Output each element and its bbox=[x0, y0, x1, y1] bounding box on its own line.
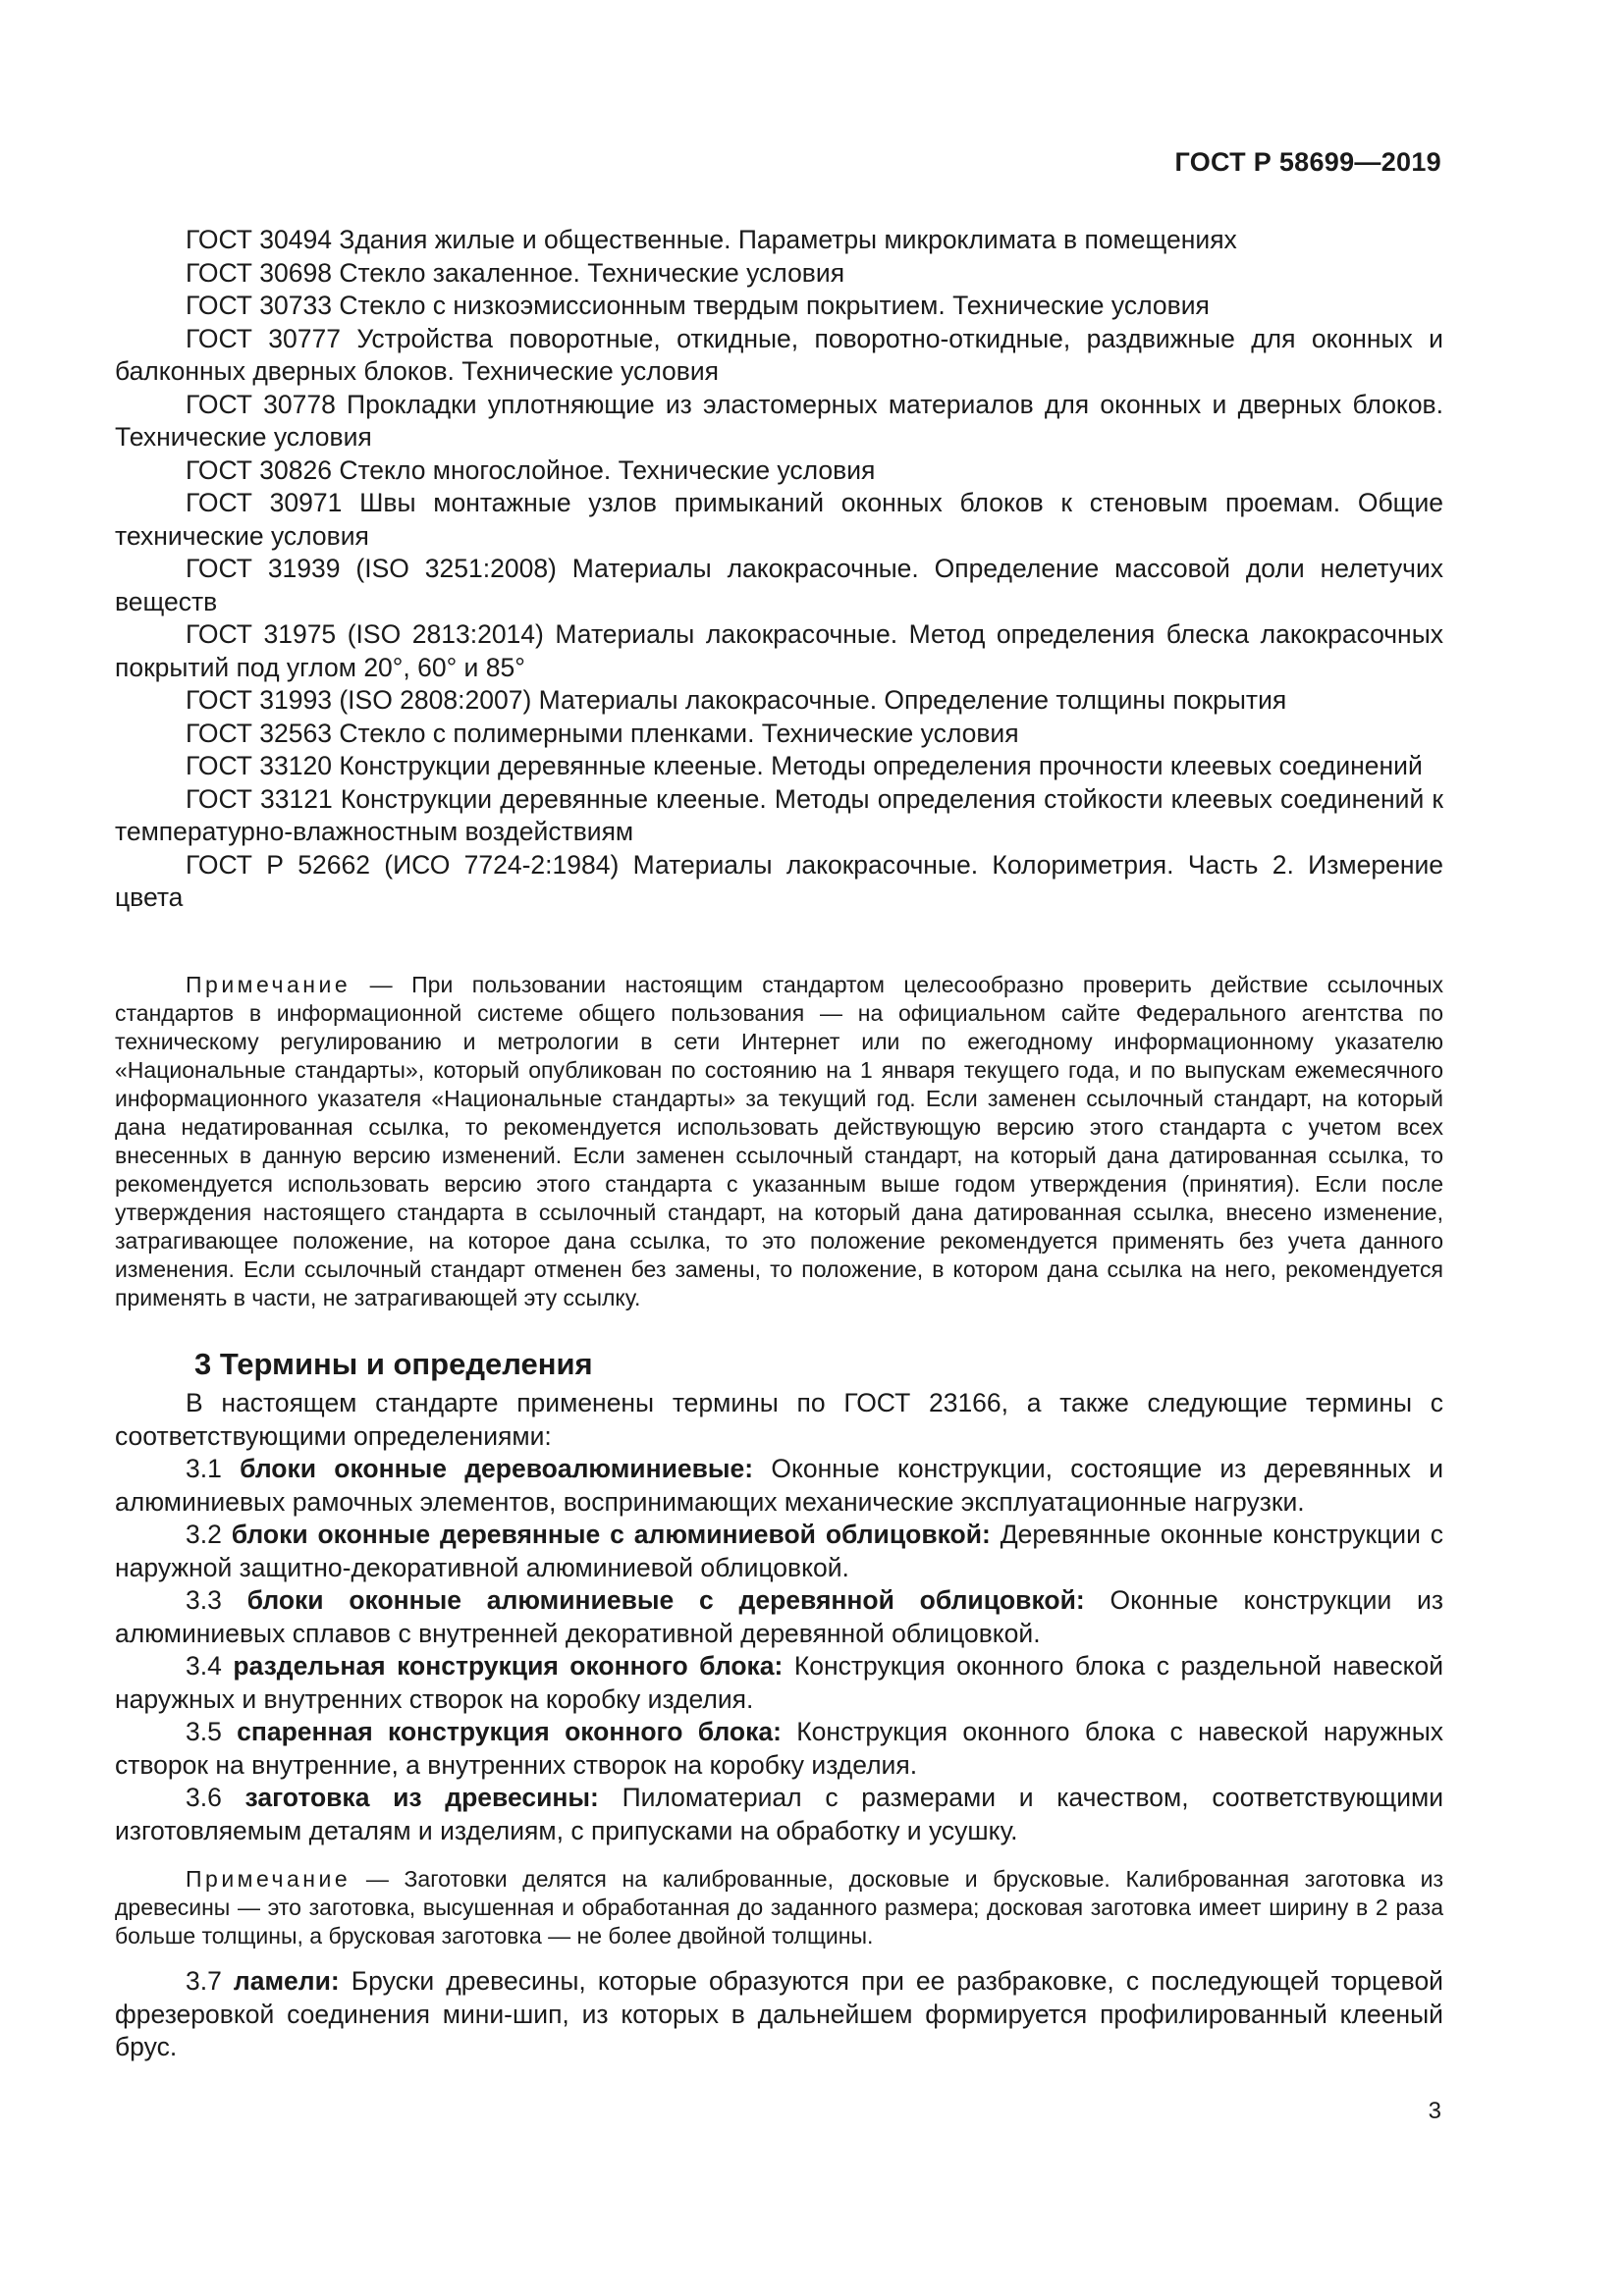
term-item: 3.1 блоки оконные деревоалюминиевые: Оконные конструкции, состоящие из деревянных и алюминиевых рамочных элементов, воспринимающих механические эксплуатационные нагрузки. bbox=[115, 1454, 1443, 1517]
note-label: Примечание bbox=[186, 972, 352, 997]
reference-item: ГОСТ 30733 Стекло с низкоэмиссионным твердым покрытием. Технические условия bbox=[186, 291, 1210, 320]
reference-item: ГОСТ 33121 Конструкции деревянные клееные. Методы определения стойкости клеевых соединений к температурно-влажностным воздействиям bbox=[115, 783, 1443, 846]
reference-item: ГОСТ 31939 (ISO 3251:2008) Материалы лакокрасочные. Определение массовой доли нелетучих веществ bbox=[115, 554, 1443, 616]
terms-list-continued bbox=[115, 1965, 1443, 2064]
note-label: Примечание bbox=[186, 1866, 352, 1892]
reference-item: ГОСТ Р 52662 (ИСО 7724-2:1984) Материалы лакокрасочные. Колориметрия. Часть 2. Измерение цвета bbox=[115, 849, 1443, 912]
reference-item: ГОСТ 30698 Стекло закаленное. Технические условия bbox=[186, 257, 845, 288]
normative-references-list bbox=[115, 224, 1443, 915]
term-name: блоки оконные деревоалюминиевые: bbox=[240, 1454, 754, 1483]
section-title: 3 Термины и определения bbox=[194, 1347, 593, 1381]
terms-intro: В настоящем стандарте применены термины по ГОСТ 23166, а также следующие термины с соответствующими определениями: bbox=[115, 1388, 1443, 1451]
term-item: 3.5 спаренная конструкция оконного блока: Конструкция оконного блока с навеской наружных створок на внутренние, а внутренних створок на коробку изделия. bbox=[115, 1717, 1443, 1780]
term-item: 3.2 блоки оконные деревянные с алюминиевой облицовкой: Деревянные оконные конструкции с наружной защитно-декоративной алюминиевой облицовкой. bbox=[115, 1520, 1444, 1582]
term-name: блоки оконные алюминиевые с деревянной облицовкой: bbox=[246, 1585, 1085, 1615]
term-name: заготовка из древесины: bbox=[244, 1783, 599, 1812]
term-name: блоки оконные деревянные с алюминиевой облицовкой: bbox=[231, 1520, 991, 1549]
term-definition: Оконные конструкции из алюминиевых сплавов с внутренней декоративной деревянной облицовкой. bbox=[115, 1585, 1444, 1648]
reference-item: ГОСТ 31975 (ISO 2813:2014) Материалы лакокрасочные. Метод определения блеска лакокрасочных покрытий под углом 20°, 60° и 85° bbox=[115, 619, 1443, 682]
reference-item: ГОСТ 30777 Устройства поворотные, откидные, поворотно-откидные, раздвижные для оконных и балконных дверных блоков. Технические условия bbox=[115, 323, 1443, 386]
term-definition: Пиломатериал с размерами и качеством, соответствующими изготовляемым деталям и изделиям, с припусками на обработку и усушку. bbox=[115, 1783, 1444, 1845]
term-item: 3.3 блоки оконные алюминиевые с деревянной облицовкой: Оконные конструкции из алюминиевых сплавов с внутренней декоративной деревянной облицовкой. bbox=[115, 1585, 1444, 1648]
references-note bbox=[115, 971, 1443, 1312]
term-name: раздельная конструкция оконного блока: bbox=[233, 1651, 784, 1681]
reference-item: ГОСТ 31993 (ISO 2808:2007) Материалы лакокрасочные. Определение толщины покрытия bbox=[186, 685, 1287, 715]
page-number: 3 bbox=[1428, 2098, 1441, 2124]
reference-item: ГОСТ 32563 Стекло с полимерными пленками. Технические условия bbox=[186, 718, 1019, 748]
term-definition: Оконные конструкции, состоящие из деревянных и алюминиевых рамочных элементов, воспринимающих механические эксплуатационные нагрузки. bbox=[115, 1454, 1443, 1517]
term-name: ламели: bbox=[233, 1966, 340, 1996]
term-item: 3.4 раздельная конструкция оконного блока: Конструкция оконного блока с раздельной навеской наружных и внутренних створок на коробку изделия. bbox=[115, 1651, 1444, 1714]
note-text: — При пользовании настоящим стандартом целесообразно проверить действие ссылочных стандартов в информационной системе общего пользования — на официальном сайте Федерального агентства по техническому регулированию и метрологии в сети Интернет или по ежегодному информационному указателю «Национальные стандарты», который опубликован по состоянию на 1 января текущего года, и по выпускам ежемесячного информационного указателя «Национальные стандарты» за текущий год. Если заменен ссылочный стандарт, на который дана недатированная ссылка, то рекомендуется использовать действующую версию этого стандарта с учетом всех внесенных в данную версию изменений. Если заменен ссылочный стандарт, на который дана датированная ссылка, то рекомендуется использовать версию этого стандарта с указанным выше годом утверждения (принятия). Если после утверждения настоящего стандарта в ссылочный стандарт, на который дана датированная ссылка, внесено изменение, затрагивающее положение, на которое дана ссылка, то это положение рекомендуется применять без учета данного изменения. Если ссылочный стандарт отменен без замены, то положение, в котором дана ссылка на него, рекомендуется применять в части, не затрагивающей эту ссылку. bbox=[115, 972, 1443, 1310]
term-item: 3.6 заготовка из древесины: Пиломатериал с размерами и качеством, соответствующими изготовляемым деталям и изделиям, с припусками на обработку и усушку. bbox=[115, 1783, 1444, 1845]
terms-note bbox=[115, 1865, 1443, 1950]
term-definition: Деревянные оконные конструкции с наружной защитно-декоративной алюминиевой облицовкой. bbox=[115, 1520, 1444, 1582]
document-header-code: ГОСТ Р 58699—2019 bbox=[1174, 147, 1441, 177]
reference-item: ГОСТ 33120 Конструкции деревянные клееные. Методы определения прочности клеевых соединений bbox=[186, 751, 1423, 780]
terms-list bbox=[115, 1387, 1443, 1847]
term-definition: Конструкция оконного блока с навеской наружных створок на внутренние, а внутренних створок на коробку изделия. bbox=[115, 1717, 1443, 1780]
term-name: спаренная конструкция оконного блока: bbox=[237, 1717, 782, 1746]
term-definition: Конструкция оконного блока с раздельной навеской наружных и внутренних створок на коробку изделия. bbox=[115, 1651, 1444, 1714]
reference-item: ГОСТ 30971 Швы монтажные узлов примыканий оконных блоков к стеновым проемам. Общие технические условия bbox=[115, 488, 1443, 551]
reference-item: ГОСТ 30494 Здания жилые и общественные. Параметры микроклимата в помещениях bbox=[186, 225, 1237, 254]
term-definition: Бруски древесины, которые образуются при ее разбраковке, с последующей торцевой фрезеровкой соединения мини-шип, из которых в дальнейшем формируется профилированный клееный брус. bbox=[115, 1966, 1443, 2061]
reference-item: ГОСТ 30778 Прокладки уплотняющие из эластомерных материалов для оконных и дверных блоков. Технические условия bbox=[115, 389, 1443, 452]
note-text: — Заготовки делятся на калиброванные, досковые и брусковые. Калиброванная заготовка из древесины — это заготовка, высушенная и обработанная до заданного размера; досковая заготовка имеет ширину в 2 раза больше толщины, а брусковая заготовка — не более двойной толщины. bbox=[115, 1866, 1443, 1949]
reference-item: ГОСТ 30826 Стекло многослойное. Технические условия bbox=[186, 454, 876, 485]
term-item: 3.7 ламели: Бруски древесины, которые образуются при ее разбраковке, с последующей торцевой фрезеровкой соединения мини-шип, из которых в дальнейшем формируется профилированный клееный брус. bbox=[115, 1966, 1443, 2061]
